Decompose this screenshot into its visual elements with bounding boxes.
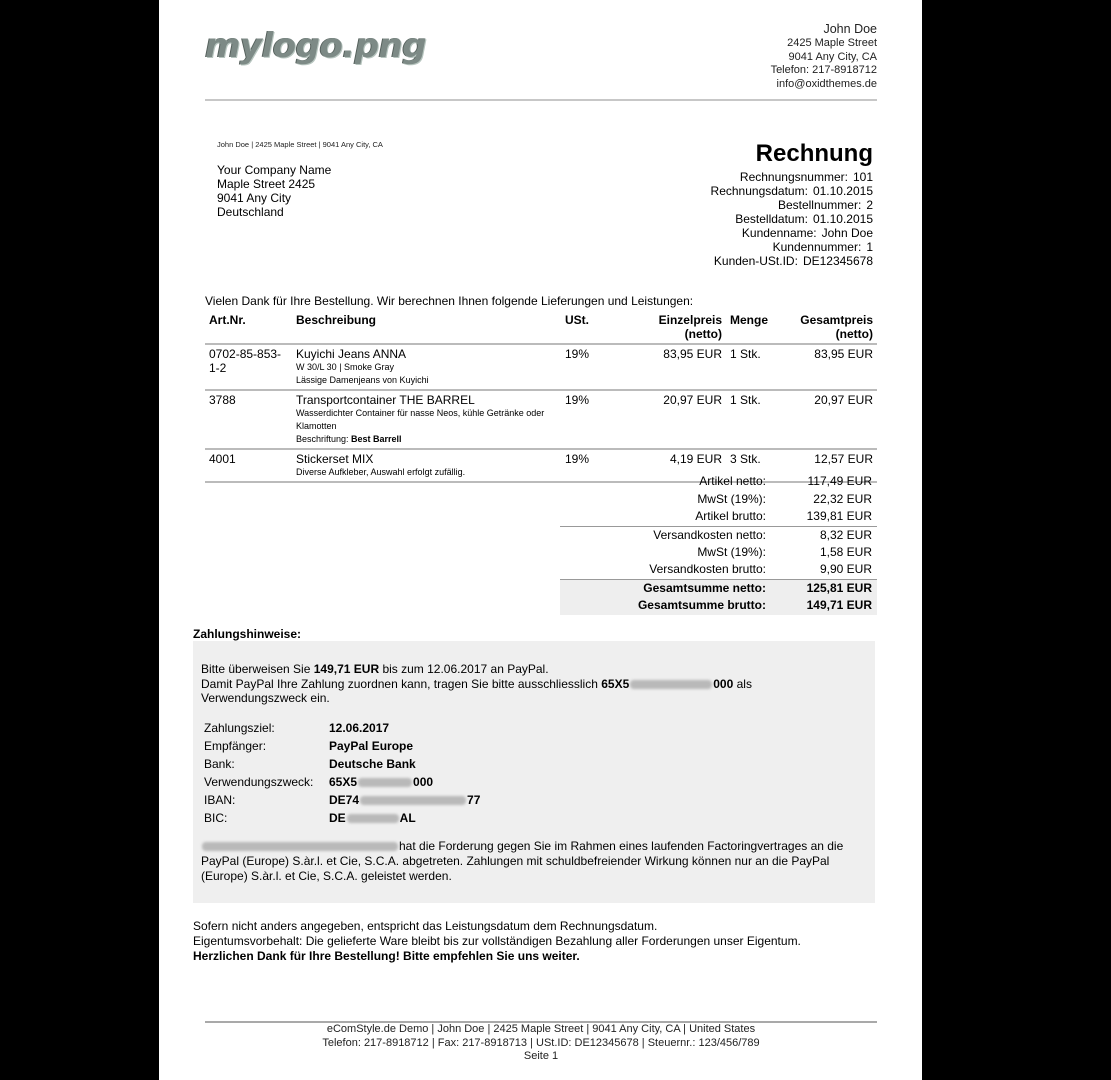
item-total: 12,57 EUR: [786, 449, 877, 482]
meta-row: [711, 170, 873, 184]
total-row: Artikel brutto: 139,81 EUR: [695, 509, 872, 524]
item-title: Kuyichi Jeans ANNA: [296, 347, 407, 361]
invoice-page: [159, 0, 922, 1080]
company-logo: mylogo.png: [205, 26, 427, 66]
sender-address-block: [771, 22, 877, 91]
meta-row: [711, 254, 873, 268]
payment-detail-row: Verwendungszweck: 65X5 000: [204, 775, 434, 789]
item-variant: W 30/L 30 | Smoke Gray: [296, 362, 395, 372]
item-description: [292, 390, 561, 449]
item-total: 20,97 EUR: [786, 390, 877, 449]
payment-detail-row: Bank: Deutsche Bank: [204, 757, 416, 771]
total-row: MwSt (19%): 1,58 EUR: [697, 544, 872, 559]
recipient-address: [217, 163, 331, 219]
item-short-desc: Lässige Damenjeans von Kuyichi: [296, 375, 429, 385]
meta-value: 01.10.2015: [812, 212, 873, 226]
recipient-line: 9041 Any City: [217, 191, 292, 205]
item-tax: 19%: [561, 390, 636, 449]
item-total: 83,95 EUR: [786, 344, 877, 390]
item-artnr: 3788: [205, 390, 292, 449]
col-total-price: Gesamtpreis (netto): [786, 311, 877, 344]
meta-label: Kundennummer:: [772, 240, 862, 254]
meta-row: [711, 198, 873, 212]
item-persparam: Beschriftung: Best Barrell: [296, 434, 402, 444]
item-title: Transportcontainer THE BARREL: [296, 393, 475, 407]
sender-email: info@oxidthemes.de: [776, 77, 877, 90]
payment-detail-row: IBAN: DE74 77: [204, 793, 481, 807]
item-title: Stickerset MIX: [296, 452, 374, 466]
payment-detail-row: BIC: DE AL: [204, 811, 416, 825]
totals-block: [560, 473, 877, 615]
line-items-table: [205, 311, 877, 483]
item-artnr: 4001: [205, 449, 292, 482]
meta-value: John Doe: [821, 226, 873, 240]
total-row: Versandkosten netto: 8,32 EUR: [560, 526, 877, 544]
item-quantity: 1 Stk.: [726, 344, 786, 390]
return-address-line: John Doe | 2425 Maple Street | 9041 Any City, CA: [217, 140, 383, 149]
invoice-title: Rechnung: [755, 140, 873, 167]
meta-row: [711, 240, 873, 254]
closing-thanks: Herzlichen Dank für Ihre Bestellung! Bitte empfehlen Sie uns weiter.: [193, 949, 580, 963]
sender-street: 2425 Maple Street: [787, 37, 877, 49]
col-quantity: Menge: [726, 311, 786, 344]
col-unit-price: Einzelpreis (netto): [636, 311, 726, 344]
payment-heading: Zahlungshinweise:: [193, 627, 302, 641]
grand-total-net: Gesamtsumme netto: 125,81 EUR: [560, 579, 877, 597]
sender-phone: Telefon: 217-8918712: [770, 64, 877, 76]
item-tax: 19%: [561, 449, 636, 482]
item-short-desc: Diverse Aufkleber, Auswahl erfolgt zufällig.: [296, 467, 466, 477]
meta-row: [711, 212, 873, 226]
meta-value: DE12345678: [802, 254, 873, 268]
table-row: [205, 390, 877, 449]
redacted-blur: [347, 814, 399, 823]
payment-amount: 149,71 EUR: [313, 662, 380, 676]
item-unit-price: 4,19 EUR: [636, 449, 726, 482]
item-unit-price: 83,95 EUR: [636, 344, 726, 390]
payment-detail-row: Empfänger: PayPal Europe: [204, 739, 414, 753]
closing-line: Eigentumsvorbehalt: Die gelieferte Ware bleibt bis zur vollständigen Bezahlung aller Forderungen unser Eigentum.: [193, 934, 801, 948]
col-description: Beschreibung: [292, 311, 561, 344]
meta-label: Rechnungsdatum:: [710, 184, 808, 198]
sender-name: John Doe: [823, 22, 877, 36]
payment-amount-line: Bitte überweisen Sie 149,71 EUR bis zum 12.06.2017 an PayPal.: [201, 662, 549, 676]
factoring-notice: hat die Forderung gegen Sie im Rahmen eines laufenden Factoringvertrages an die PayPal (Europe) S.àr.l. et Cie, S.C.A. abgetreten. Zahlungen mit schuldbefreiender Wirkung können nur an die PayPal (Europe) S.àr.l. et Cie, S.C.A. geleistet werden.: [201, 839, 844, 883]
total-row: MwSt (19%): 22,32 EUR: [697, 491, 872, 506]
total-row: Versandkosten brutto: 9,90 EUR: [649, 562, 872, 577]
item-artnr: 0702-85-853-1-2: [205, 344, 292, 390]
meta-value: 101: [852, 170, 873, 184]
payment-details-table: [201, 719, 484, 827]
sender-city: 9041 Any City, CA: [788, 50, 877, 63]
col-tax: USt.: [561, 311, 636, 344]
meta-label: Kunden-USt.ID:: [713, 254, 798, 268]
col-artnr: Art.Nr.: [205, 311, 292, 344]
item-description: [292, 344, 561, 390]
meta-value: 2: [866, 198, 873, 212]
closing-line: Sofern nicht anders angegeben, entspricht das Leistungsdatum dem Rechnungsdatum.: [193, 919, 658, 933]
meta-label: Rechnungsnummer:: [739, 170, 848, 184]
item-description: [292, 449, 561, 482]
recipient-line: Your Company Name: [217, 163, 332, 177]
footer-contact: Telefon: 217-8918712 | Fax: 217-8918713 | USt.ID: DE12345678 | Steuernr.: 123/456/789: [322, 1036, 760, 1049]
meta-value: 1: [866, 240, 873, 254]
meta-value: 01.10.2015: [812, 184, 873, 198]
payment-detail-row: Zahlungsziel: 12.06.2017: [204, 721, 390, 735]
meta-label: Bestellnummer:: [777, 198, 862, 212]
item-unit-price: 20,97 EUR: [636, 390, 726, 449]
table-header-row: [205, 311, 877, 344]
recipient-line: Deutschland: [217, 205, 284, 219]
meta-row: [711, 226, 873, 240]
header-divider: [205, 99, 877, 101]
item-quantity: 1 Stk.: [726, 390, 786, 449]
redacted-blur: [630, 680, 712, 689]
redacted-blur: [360, 796, 466, 805]
redacted-blur: [358, 778, 412, 787]
page-number: Seite 1: [523, 1050, 559, 1062]
item-short-desc: Wasserdichter Container für nasse Neos, kühle Getränke oder Klamotten: [296, 408, 545, 431]
redacted-blur: [202, 842, 398, 851]
grand-total-gross: Gesamtsumme brutto: 149,71 EUR: [560, 597, 877, 615]
item-tax: 19%: [561, 344, 636, 390]
intro-text: Vielen Dank für Ihre Bestellung. Wir berechnen Ihnen folgende Lieferungen und Leistungen:: [205, 294, 694, 308]
closing-notes: [193, 919, 801, 964]
total-row: Artikel netto: 117,49 EUR: [699, 474, 872, 488]
recipient-line: Maple Street 2425: [217, 177, 316, 191]
invoice-meta: [711, 170, 873, 268]
payment-instructions: [193, 641, 875, 903]
meta-row: [711, 184, 873, 198]
meta-label: Kundenname:: [741, 226, 817, 240]
table-row: [205, 344, 877, 390]
item-quantity: 3 Stk.: [726, 449, 786, 482]
meta-label: Bestelldatum:: [735, 212, 808, 226]
payment-reference-line: Damit PayPal Ihre Zahlung zuordnen kann, tragen Sie bitte ausschliesslich 65X5 000 als Verwendungszweck ein.: [201, 677, 752, 705]
page-footer: [205, 1023, 877, 1064]
footer-address: eComStyle.de Demo | John Doe | 2425 Maple Street | 9041 Any City, CA | United States: [326, 1023, 756, 1035]
